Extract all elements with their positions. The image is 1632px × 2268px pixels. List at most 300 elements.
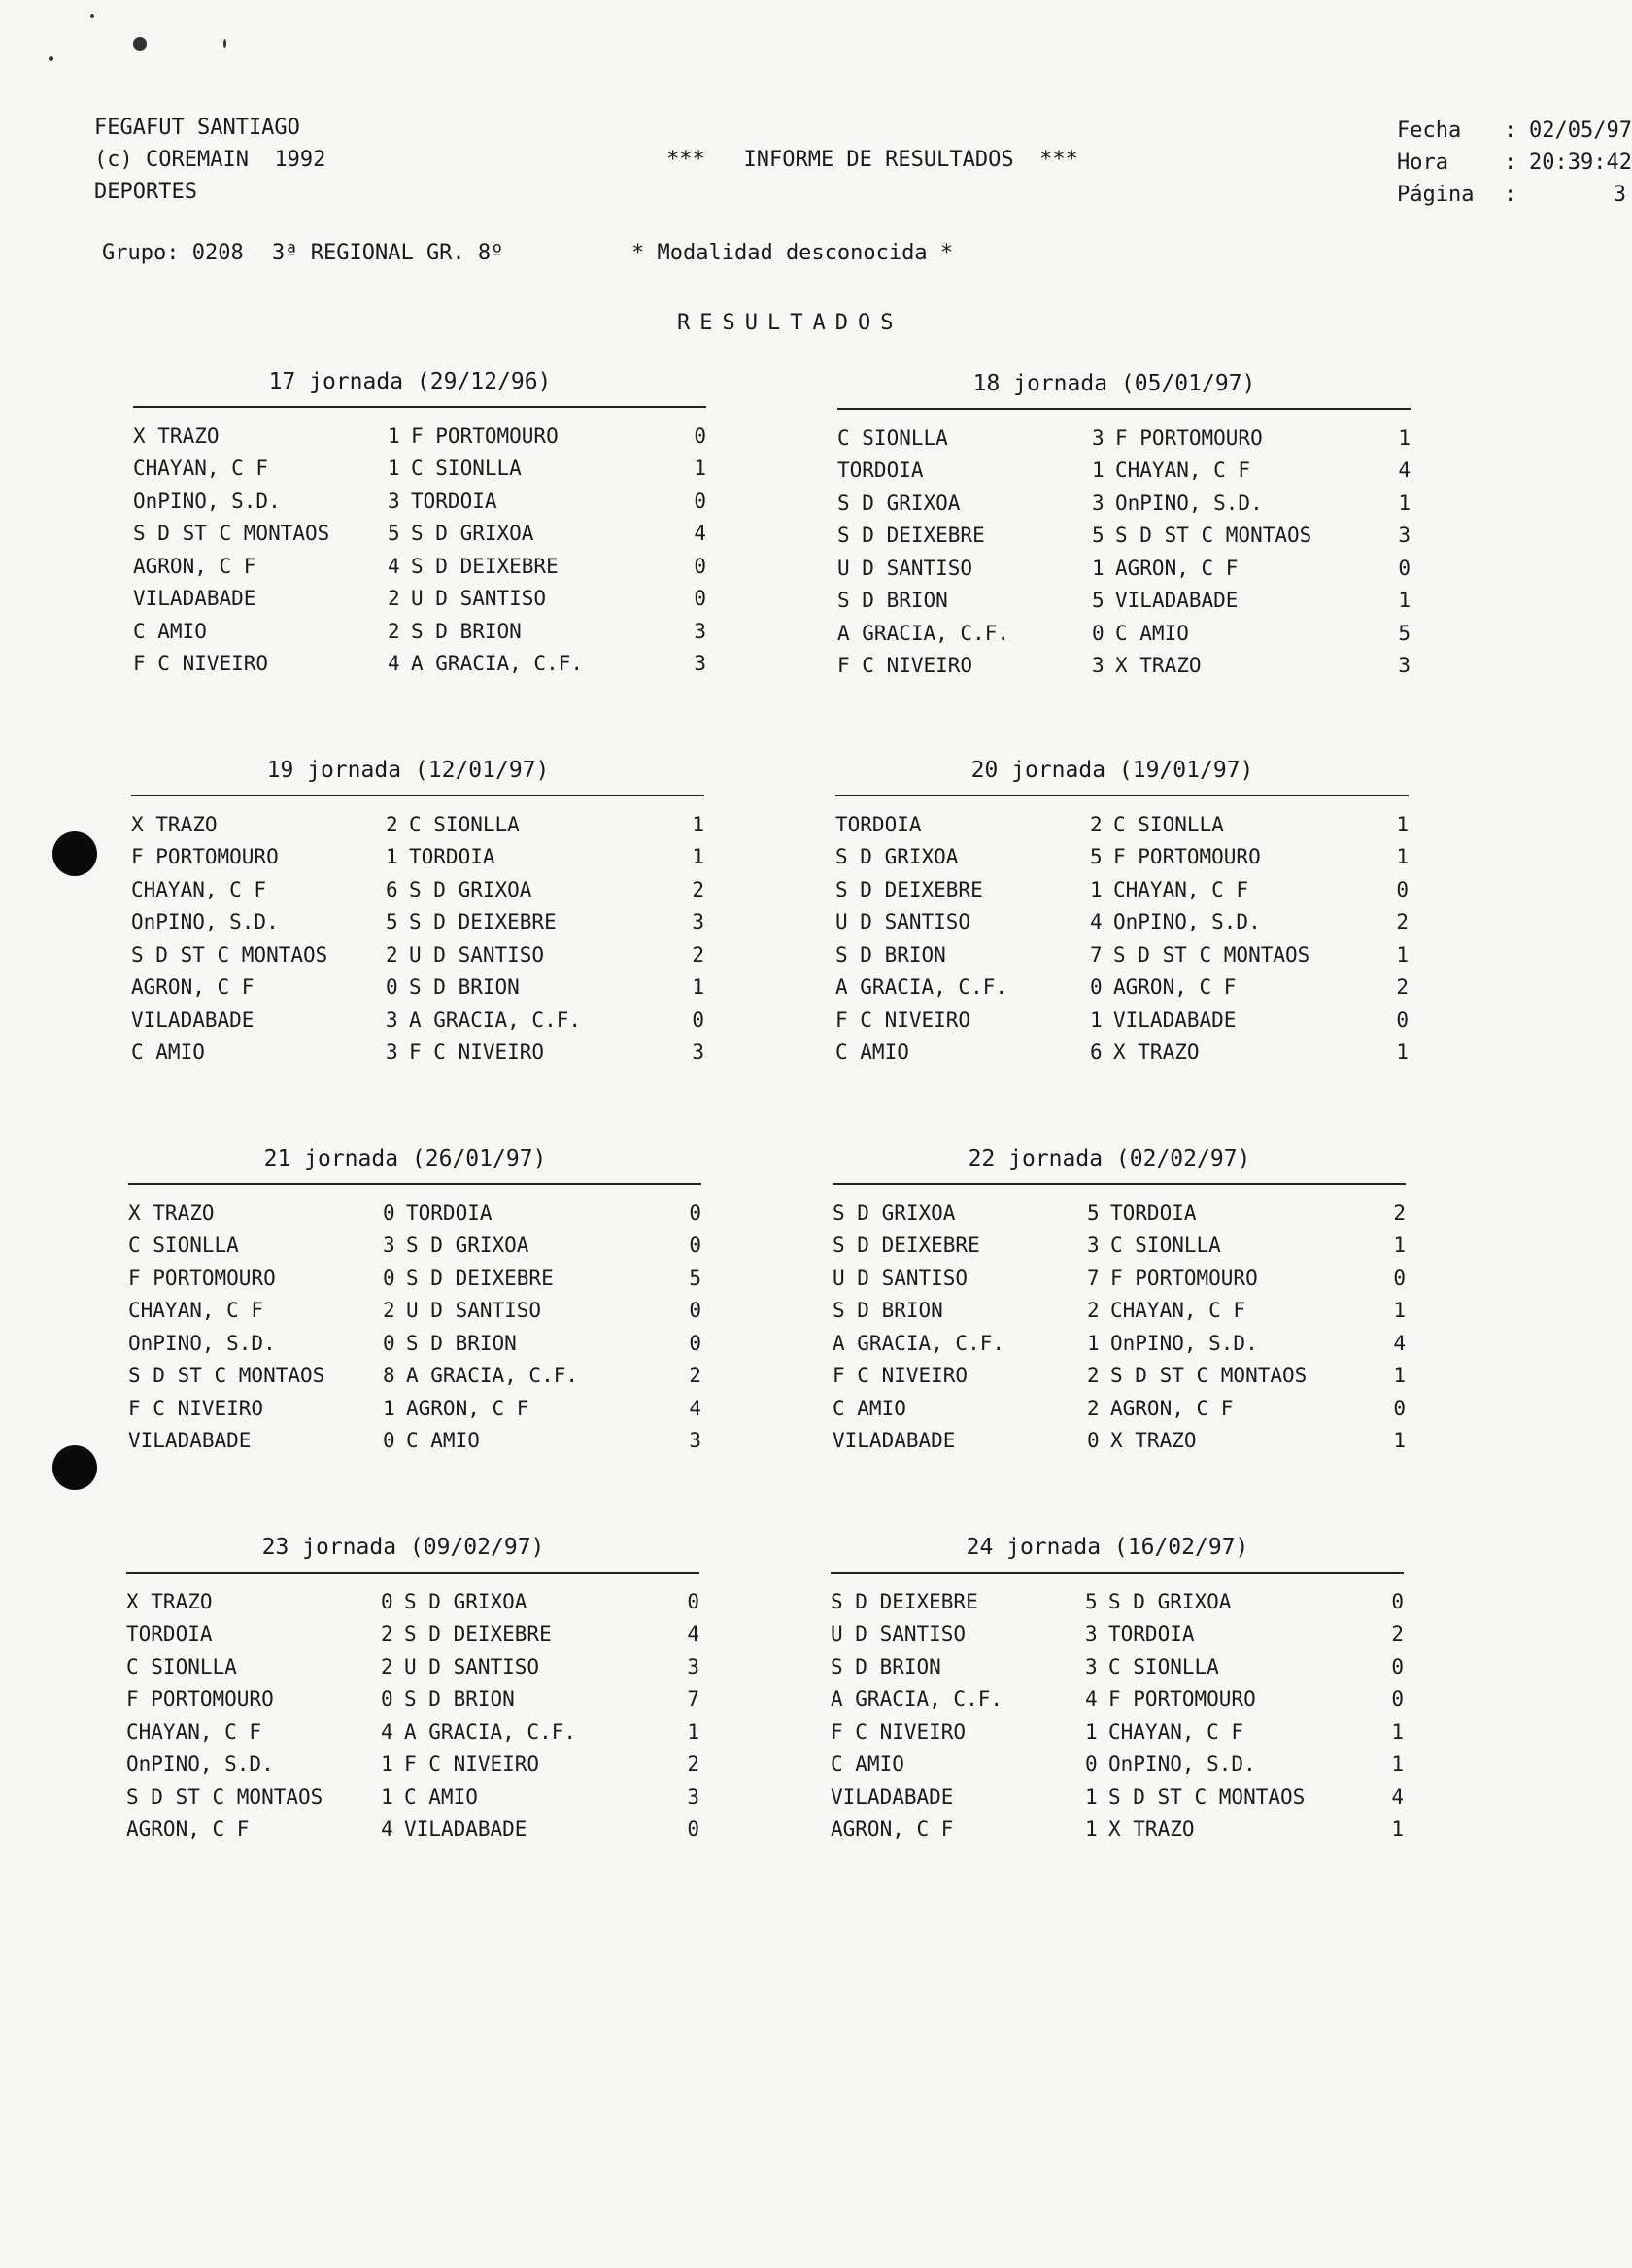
away-score: 3	[692, 910, 704, 934]
round-divider	[128, 1183, 701, 1185]
home-team: S D BRION	[837, 589, 948, 613]
home-team: S D ST C MONTAOS	[133, 522, 330, 546]
away-score: 4	[694, 522, 706, 546]
away-team: C AMIO	[406, 1429, 480, 1453]
away-team: S D GRIXOA	[404, 1589, 527, 1613]
home-score: 2	[388, 619, 400, 643]
match-row	[837, 585, 1411, 618]
home-score: 0	[1087, 1429, 1100, 1453]
home-score: 1	[383, 1396, 395, 1420]
away-team: X TRAZO	[1115, 654, 1202, 678]
away-team: S D GRIXOA	[411, 522, 534, 546]
home-team: F C NIVEIRO	[835, 1007, 971, 1032]
home-score: 5	[388, 522, 400, 546]
home-score: 1	[1085, 1784, 1098, 1809]
match-row	[837, 520, 1411, 553]
org-name: FEGAFUT SANTIAGO	[94, 116, 300, 140]
away-team: CHAYAN, C F	[1113, 877, 1249, 901]
away-score: 0	[1391, 1654, 1404, 1678]
away-team: OnPINO, S.D.	[1113, 910, 1261, 934]
away-score: 1	[1393, 1299, 1406, 1323]
home-score: 2	[383, 1299, 395, 1323]
away-team: U D SANTISO	[406, 1299, 542, 1323]
department: DEPORTES	[94, 180, 197, 204]
home-team: S D DEIXEBRE	[833, 1234, 980, 1258]
home-team: U D SANTISO	[833, 1266, 969, 1290]
away-team: TORDOIA	[406, 1201, 493, 1225]
away-team: C SIONLLA	[1108, 1654, 1219, 1678]
match-row	[126, 1650, 699, 1683]
away-team: CHAYAN, C F	[1108, 1719, 1244, 1743]
round-title: 20 jornada (19/01/97)	[970, 758, 1254, 783]
home-score: 5	[1092, 589, 1105, 613]
away-score: 3	[692, 1040, 704, 1065]
away-team: S D DEIXEBRE	[404, 1622, 552, 1646]
match-row	[833, 1425, 1406, 1458]
away-score: 0	[694, 423, 706, 448]
round-title: 19 jornada (12/01/97)	[266, 758, 550, 783]
away-team: S D ST C MONTAOS	[1113, 942, 1310, 966]
away-team: X TRAZO	[1110, 1429, 1197, 1453]
match-row	[126, 1683, 699, 1716]
home-team: VILADABADE	[831, 1784, 954, 1809]
match-row	[133, 485, 706, 518]
home-score: 2	[381, 1622, 393, 1646]
match-row	[835, 971, 1409, 1004]
away-team: S D GRIXOA	[406, 1234, 529, 1258]
match-row	[833, 1360, 1406, 1393]
away-team: OnPINO, S.D.	[1108, 1752, 1256, 1777]
away-score: 4	[689, 1396, 701, 1420]
away-team: F PORTOMOURO	[1113, 845, 1261, 869]
home-team: A GRACIA, C.F.	[831, 1687, 1003, 1711]
match-row	[133, 583, 706, 616]
home-score: 3	[1092, 491, 1105, 515]
away-score: 0	[1393, 1396, 1406, 1420]
home-score: 1	[1092, 458, 1105, 483]
away-team: S D DEIXEBRE	[406, 1266, 554, 1290]
home-score: 2	[1087, 1364, 1100, 1388]
home-score: 1	[1090, 877, 1103, 901]
away-score: 0	[1391, 1687, 1404, 1711]
home-score: 0	[383, 1266, 395, 1290]
match-row	[128, 1327, 701, 1360]
home-team: AGRON, C F	[131, 975, 255, 999]
home-team: F PORTOMOURO	[131, 845, 279, 869]
away-team: X TRAZO	[1113, 1040, 1200, 1065]
match-row	[126, 1813, 699, 1846]
home-score: 0	[383, 1331, 395, 1355]
away-score: 0	[689, 1331, 701, 1355]
away-team: OnPINO, S.D.	[1115, 491, 1263, 515]
home-score: 1	[386, 845, 398, 869]
away-score: 3	[1398, 654, 1411, 678]
match-row	[831, 1683, 1404, 1716]
away-score: 1	[692, 812, 704, 836]
home-score: 3	[1092, 654, 1105, 678]
home-team: C AMIO	[831, 1752, 904, 1777]
away-score: 3	[687, 1654, 699, 1678]
away-team: AGRON, C F	[1113, 975, 1237, 999]
away-team: VILADABADE	[1113, 1007, 1237, 1032]
section-title: RESULTADOS	[677, 311, 903, 335]
fecha-value: 02/05/97	[1529, 118, 1632, 143]
away-score: 2	[1393, 1201, 1406, 1225]
away-team: U D SANTISO	[409, 942, 545, 966]
away-score: 1	[694, 457, 706, 481]
match-row	[131, 906, 704, 939]
home-team: S D ST C MONTAOS	[126, 1784, 323, 1809]
match-row	[833, 1262, 1406, 1295]
home-score: 1	[1085, 1719, 1098, 1743]
home-score: 1	[381, 1752, 393, 1777]
away-score: 0	[1393, 1266, 1406, 1290]
match-row	[126, 1780, 699, 1813]
home-score: 2	[1090, 812, 1103, 836]
match-row	[835, 873, 1409, 906]
match-row	[837, 455, 1411, 488]
home-score: 7	[1090, 942, 1103, 966]
match-row	[131, 971, 704, 1004]
round-block	[837, 369, 1411, 682]
home-team: CHAYAN, C F	[131, 877, 267, 901]
away-team: S D BRION	[411, 619, 522, 643]
home-team: F C NIVEIRO	[831, 1719, 967, 1743]
punch-hole	[52, 831, 97, 876]
away-team: S D GRIXOA	[409, 877, 532, 901]
away-team: AGRON, C F	[1115, 556, 1239, 580]
home-score: 0	[1090, 975, 1103, 999]
away-team: VILADABADE	[404, 1817, 527, 1842]
round-block	[835, 756, 1409, 1068]
away-score: 4	[1391, 1784, 1404, 1809]
away-score: 1	[1396, 812, 1409, 836]
round-title: 21 jornada (26/01/97)	[263, 1146, 547, 1171]
home-team: X TRAZO	[131, 812, 218, 836]
home-team: OnPINO, S.D.	[133, 489, 281, 513]
match-row	[831, 1650, 1404, 1683]
away-score: 1	[1391, 1817, 1404, 1842]
away-team: AGRON, C F	[1110, 1396, 1234, 1420]
match-row	[131, 841, 704, 874]
away-score: 1	[692, 975, 704, 999]
home-team: A GRACIA, C.F.	[833, 1331, 1005, 1355]
home-team: S D ST C MONTAOS	[128, 1364, 325, 1388]
match-row	[837, 617, 1411, 650]
away-score: 5	[1398, 621, 1411, 645]
away-score: 3	[689, 1429, 701, 1453]
home-team: F C NIVEIRO	[833, 1364, 969, 1388]
away-team: TORDOIA	[409, 845, 495, 869]
away-score: 0	[694, 554, 706, 578]
away-score: 4	[687, 1622, 699, 1646]
home-team: U D SANTISO	[835, 910, 971, 934]
scan-speck	[223, 39, 226, 48]
away-score: 0	[687, 1589, 699, 1613]
home-team: CHAYAN, C F	[133, 457, 269, 481]
match-row	[133, 648, 706, 681]
home-score: 0	[386, 975, 398, 999]
away-team: S D BRION	[406, 1331, 517, 1355]
home-score: 5	[1092, 524, 1105, 548]
report-title: *** INFORME DE RESULTADOS ***	[666, 148, 1078, 172]
home-team: C AMIO	[833, 1396, 906, 1420]
match-row	[128, 1197, 701, 1230]
away-score: 2	[1396, 910, 1409, 934]
match-row	[131, 873, 704, 906]
away-team: TORDOIA	[1110, 1201, 1197, 1225]
away-team: C AMIO	[404, 1784, 478, 1809]
match-row	[831, 1748, 1404, 1781]
home-team: S D BRION	[831, 1654, 941, 1678]
round-divider	[131, 795, 704, 796]
scan-speck	[90, 14, 94, 18]
home-team: S D BRION	[835, 942, 946, 966]
home-score: 0	[1092, 621, 1105, 645]
away-team: U D SANTISO	[411, 587, 547, 611]
match-row	[128, 1360, 701, 1393]
away-score: 2	[692, 877, 704, 901]
home-team: TORDOIA	[126, 1622, 213, 1646]
fecha-row	[1397, 115, 1632, 147]
home-score: 3	[386, 1040, 398, 1065]
home-score: 2	[381, 1654, 393, 1678]
round-divider	[133, 406, 706, 408]
home-score: 2	[1087, 1396, 1100, 1420]
match-row	[131, 808, 704, 841]
match-row	[833, 1392, 1406, 1425]
away-team: S D DEIXEBRE	[411, 554, 559, 578]
away-score: 3	[694, 652, 706, 676]
round-title: 17 jornada (29/12/96)	[268, 369, 552, 394]
home-team: C AMIO	[133, 619, 207, 643]
home-team: X TRAZO	[126, 1589, 213, 1613]
home-score: 0	[1085, 1752, 1098, 1777]
copyright-line: (c) COREMAIN 1992	[94, 148, 326, 172]
home-score: 1	[388, 457, 400, 481]
home-score: 4	[381, 1719, 393, 1743]
home-team: OnPINO, S.D.	[131, 910, 279, 934]
away-score: 2	[1396, 975, 1409, 999]
round-block	[131, 756, 704, 1068]
match-row	[833, 1327, 1406, 1360]
away-team: CHAYAN, C F	[1110, 1299, 1246, 1323]
away-team: TORDOIA	[411, 489, 497, 513]
home-score: 5	[1090, 845, 1103, 869]
away-team: VILADABADE	[1115, 589, 1239, 613]
home-team: A GRACIA, C.F.	[837, 621, 1010, 645]
punch-hole	[52, 1445, 97, 1490]
scan-speck	[49, 56, 53, 61]
home-score: 3	[1085, 1622, 1098, 1646]
match-row	[128, 1392, 701, 1425]
home-team: OnPINO, S.D.	[126, 1752, 274, 1777]
home-team: C AMIO	[835, 1040, 909, 1065]
away-team: U D SANTISO	[404, 1654, 540, 1678]
away-team: F PORTOMOURO	[411, 423, 559, 448]
away-team: S D ST C MONTAOS	[1115, 524, 1312, 548]
home-score: 1	[1085, 1817, 1098, 1842]
away-score: 0	[1396, 877, 1409, 901]
scan-speck	[133, 37, 147, 51]
home-score: 1	[1090, 1007, 1103, 1032]
home-team: F PORTOMOURO	[126, 1687, 274, 1711]
away-score: 1	[1396, 942, 1409, 966]
away-team: TORDOIA	[1108, 1622, 1195, 1646]
home-score: 3	[1085, 1654, 1098, 1678]
match-row	[837, 487, 1411, 520]
group-label: Grupo: 0208	[102, 241, 244, 265]
home-team: VILADABADE	[128, 1429, 252, 1453]
away-score: 0	[689, 1234, 701, 1258]
away-score: 1	[1396, 1040, 1409, 1065]
match-row	[831, 1813, 1404, 1846]
home-team: X TRAZO	[128, 1201, 215, 1225]
home-team: F C NIVEIRO	[133, 652, 269, 676]
home-team: C AMIO	[131, 1040, 205, 1065]
away-team: F PORTOMOURO	[1108, 1687, 1256, 1711]
away-team: F PORTOMOURO	[1110, 1266, 1258, 1290]
match-row	[831, 1585, 1404, 1618]
match-row	[133, 453, 706, 486]
home-score: 4	[381, 1817, 393, 1842]
away-team: A GRACIA, C.F.	[406, 1364, 579, 1388]
home-team: C SIONLLA	[126, 1654, 237, 1678]
away-team: S D BRION	[409, 975, 520, 999]
home-score: 6	[386, 877, 398, 901]
away-score: 3	[1398, 524, 1411, 548]
match-row	[128, 1262, 701, 1295]
away-score: 0	[692, 1007, 704, 1032]
away-team: AGRON, C F	[406, 1396, 529, 1420]
home-score: 4	[388, 652, 400, 676]
home-team: VILADABADE	[833, 1429, 956, 1453]
away-team: S D ST C MONTAOS	[1108, 1784, 1306, 1809]
round-block	[831, 1533, 1404, 1845]
home-score: 8	[383, 1364, 395, 1388]
match-row	[131, 1036, 704, 1069]
home-team: CHAYAN, C F	[128, 1299, 264, 1323]
match-row	[835, 841, 1409, 874]
away-team: F C NIVEIRO	[404, 1752, 540, 1777]
home-score: 3	[386, 1007, 398, 1032]
home-score: 1	[381, 1784, 393, 1809]
away-team: A GRACIA, C.F.	[411, 652, 584, 676]
separator: :	[1504, 151, 1517, 175]
away-team: C SIONLLA	[1113, 812, 1224, 836]
away-team: S D BRION	[404, 1687, 515, 1711]
away-score: 3	[687, 1784, 699, 1809]
away-score: 7	[687, 1687, 699, 1711]
hora-row	[1397, 147, 1632, 179]
home-score: 3	[1092, 425, 1105, 450]
match-row	[831, 1780, 1404, 1813]
round-divider	[833, 1183, 1406, 1185]
away-team: OnPINO, S.D.	[1110, 1331, 1258, 1355]
home-score: 4	[388, 554, 400, 578]
round-divider	[126, 1572, 699, 1574]
match-row	[128, 1230, 701, 1263]
away-score: 1	[1398, 425, 1411, 450]
home-team: S D GRIXOA	[835, 845, 959, 869]
home-score: 3	[383, 1234, 395, 1258]
match-row	[126, 1585, 699, 1618]
away-score: 1	[1398, 589, 1411, 613]
home-team: S D GRIXOA	[837, 491, 961, 515]
round-title: 24 jornada (16/02/97)	[966, 1535, 1249, 1560]
pagina-value: 3	[1613, 183, 1626, 207]
separator: :	[1504, 118, 1517, 143]
round-divider	[831, 1572, 1404, 1574]
home-team: S D DEIXEBRE	[837, 524, 985, 548]
match-row	[131, 1003, 704, 1036]
away-score: 0	[689, 1299, 701, 1323]
match-row	[833, 1295, 1406, 1328]
match-row	[831, 1618, 1404, 1651]
home-team: CHAYAN, C F	[126, 1719, 262, 1743]
round-block	[128, 1144, 701, 1457]
match-row	[126, 1618, 699, 1651]
organization-header	[94, 112, 325, 208]
round-block	[126, 1533, 699, 1845]
home-score: 3	[1087, 1234, 1100, 1258]
fecha-label: Fecha	[1397, 118, 1462, 143]
away-score: 5	[689, 1266, 701, 1290]
away-team: S D GRIXOA	[1108, 1589, 1232, 1613]
home-score: 4	[1090, 910, 1103, 934]
away-score: 0	[694, 587, 706, 611]
away-score: 1	[1393, 1234, 1406, 1258]
home-score: 2	[1087, 1299, 1100, 1323]
home-score: 5	[386, 910, 398, 934]
round-block	[833, 1144, 1406, 1457]
round-title: 22 jornada (02/02/97)	[968, 1146, 1251, 1171]
home-team: S D DEIXEBRE	[835, 877, 983, 901]
home-team: S D GRIXOA	[833, 1201, 956, 1225]
away-team: C SIONLLA	[411, 457, 522, 481]
away-score: 2	[687, 1752, 699, 1777]
home-team: TORDOIA	[837, 458, 924, 483]
away-score: 0	[687, 1817, 699, 1842]
home-score: 2	[386, 812, 398, 836]
home-team: S D ST C MONTAOS	[131, 942, 328, 966]
away-score: 1	[1391, 1719, 1404, 1743]
home-score: 3	[388, 489, 400, 513]
home-score: 0	[381, 1589, 393, 1613]
away-score: 1	[1391, 1752, 1404, 1777]
match-row	[133, 518, 706, 551]
away-score: 1	[1398, 491, 1411, 515]
home-score: 0	[381, 1687, 393, 1711]
home-team: S D DEIXEBRE	[831, 1589, 978, 1613]
away-team: CHAYAN, C F	[1115, 458, 1251, 483]
away-score: 1	[687, 1719, 699, 1743]
away-score: 4	[1393, 1331, 1406, 1355]
away-score: 1	[692, 845, 704, 869]
round-divider	[835, 795, 1409, 796]
home-team: S D BRION	[833, 1299, 943, 1323]
away-team: C SIONLLA	[1110, 1234, 1221, 1258]
match-row	[837, 552, 1411, 585]
away-team: F C NIVEIRO	[409, 1040, 545, 1065]
pagina-label: Página	[1397, 183, 1475, 207]
home-score: 1	[1092, 556, 1105, 580]
match-row	[126, 1748, 699, 1781]
away-team: A GRACIA, C.F.	[404, 1719, 577, 1743]
away-team: C SIONLLA	[409, 812, 520, 836]
away-score: 0	[1391, 1589, 1404, 1613]
away-score: 2	[1391, 1622, 1404, 1646]
